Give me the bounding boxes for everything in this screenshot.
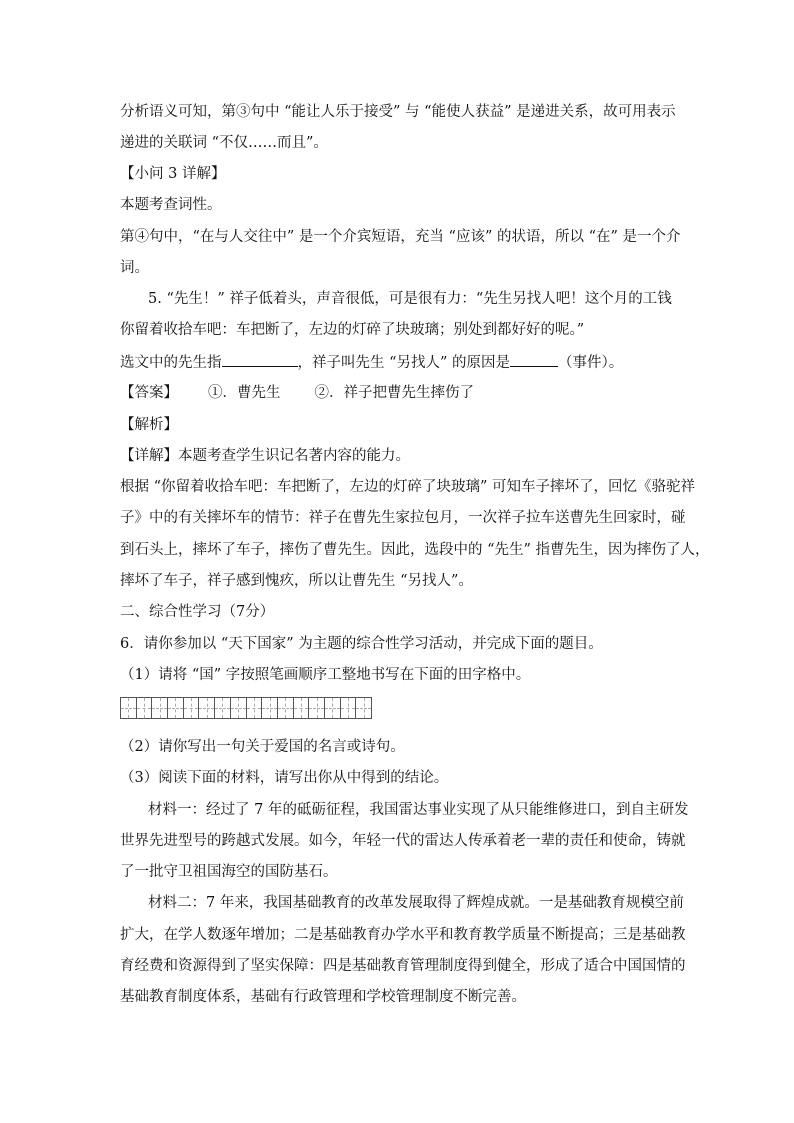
grid-cell[interactable]	[120, 697, 137, 719]
grid-cell[interactable]	[261, 697, 278, 719]
passage-line: 你留着收拾车吧：车把断了，左边的灯碎了块玻璃；别处到都好好的呢。”	[120, 322, 585, 338]
grid-cell[interactable]	[277, 697, 294, 719]
q6-stem: 6．请你参加以 “天下国家” 为主题的综合性学习活动，并完成下面的题目。	[120, 636, 603, 652]
text-line: 第④句中，“在与人交往中” 是一个介宾短语，充当 “应该” 的状语，所以 “在” 是一个介	[120, 229, 681, 245]
answer-line	[120, 383, 474, 403]
material-line: 了一批守卫祖国海空的国防基石。	[120, 864, 338, 880]
answer-item-1: ①．曹先生	[208, 385, 281, 401]
detail-line: 根据 “你留着收拾车吧：车把断了，左边的灯碎了块玻璃” 可知车子摔坏了，回忆《骆驼祥	[120, 479, 696, 495]
grid-cell[interactable]	[324, 697, 341, 719]
q5-question-part1: 选文中的先生指	[120, 355, 222, 371]
detail-line: 到石头上，摔坏了车子，摔伤了曹先生。因此，选段中的 “先生” 指曹先生，因为摔伤了人，	[120, 542, 710, 558]
grid-cell[interactable]	[340, 697, 357, 719]
text-line: 分析语义可知，第③句中 “能让人乐于接受” 与 “能使人获益” 是递进关系，故可用表示	[120, 104, 676, 120]
grid-cell[interactable]	[308, 697, 325, 719]
text-line: 本题考查词性。	[120, 197, 222, 213]
subquestion-heading: 【小问 3 详解】	[120, 166, 226, 182]
material-line: 扩大，在学人数逐年增加；二是基础教育办学水平和教育教学质量不断提高；三是基础教	[120, 927, 686, 943]
q5-question-part2: ，祥子叫先生 “另找人” 的原因是	[297, 355, 511, 371]
grid-cell[interactable]	[183, 697, 200, 719]
section-title: 二、综合性学习（7分）	[120, 604, 275, 620]
answer-label: 【答案】	[120, 385, 178, 401]
material-line: 材料一：经过了 7 年的砥砺征程，我国雷达事业实现了从只能维修进口，到自主研发	[148, 802, 689, 818]
q6-sub2: （2）请你写出一句关于爱国的名言或诗句。	[120, 739, 405, 755]
analysis-label: 【解析】	[120, 417, 178, 433]
grid-cell[interactable]	[198, 697, 215, 719]
grid-cell[interactable]	[136, 697, 153, 719]
grid-cell[interactable]	[246, 697, 263, 719]
material-line: 世界先进型号的跨越式发展。如今，年轻一代的雷达人传承着老一辈的责任和使命，铸就	[120, 833, 686, 849]
material-line: 基础教育制度体系，基础有行政管理和学校管理制度不断完善。	[120, 989, 526, 1005]
grid-cell[interactable]	[293, 697, 310, 719]
answer-blank[interactable]	[222, 352, 298, 367]
detail-line: 摔坏了车子，祥子感到愧疚，所以让曹先生 “另找人”。	[120, 573, 473, 589]
answer-item-2: ②．祥子把曹先生摔伤了	[314, 385, 474, 401]
detail-line: 子》中的有关摔坏车的情节：祥子在曹先生家拉包月，一次祥子拉车送曹先生回家时，碰	[120, 510, 686, 526]
q6-sub1: （1）请将 “国” 字按照笔画顺序工整地书写在下面的田字格中。	[120, 667, 531, 683]
answer-blank[interactable]	[510, 352, 558, 367]
passage-line: 5. “先生！” 祥子低着头，声音很低，可是很有力：“先生另找人吧！这个月的工钱	[148, 291, 672, 307]
q6-sub3: （3）阅读下面的材料，请写出你从中得到的结论。	[120, 770, 449, 786]
grid-cell[interactable]	[214, 697, 231, 719]
text-line: 词。	[120, 260, 149, 276]
text-line: 递进的关联词 “不仅……而且”。	[120, 135, 328, 151]
q5-question	[120, 352, 623, 373]
grid-cell[interactable]	[230, 697, 247, 719]
q5-question-part3: （事件）。	[558, 355, 624, 371]
grid-cell[interactable]	[355, 697, 372, 719]
grid-cell[interactable]	[167, 697, 184, 719]
material-line: 材料二：7 年来，我国基础教育的改革发展取得了辉煌成就。一是基础教育规模空前	[148, 895, 684, 911]
tianzige-grid[interactable]	[120, 697, 371, 719]
detail-line: 【详解】本题考查学生识记名著内容的能力。	[120, 448, 410, 464]
material-line: 育经费和资源得到了坚实保障：四是基础教育管理制度得到健全，形成了适合中国国情的	[120, 958, 686, 974]
grid-cell[interactable]	[151, 697, 168, 719]
